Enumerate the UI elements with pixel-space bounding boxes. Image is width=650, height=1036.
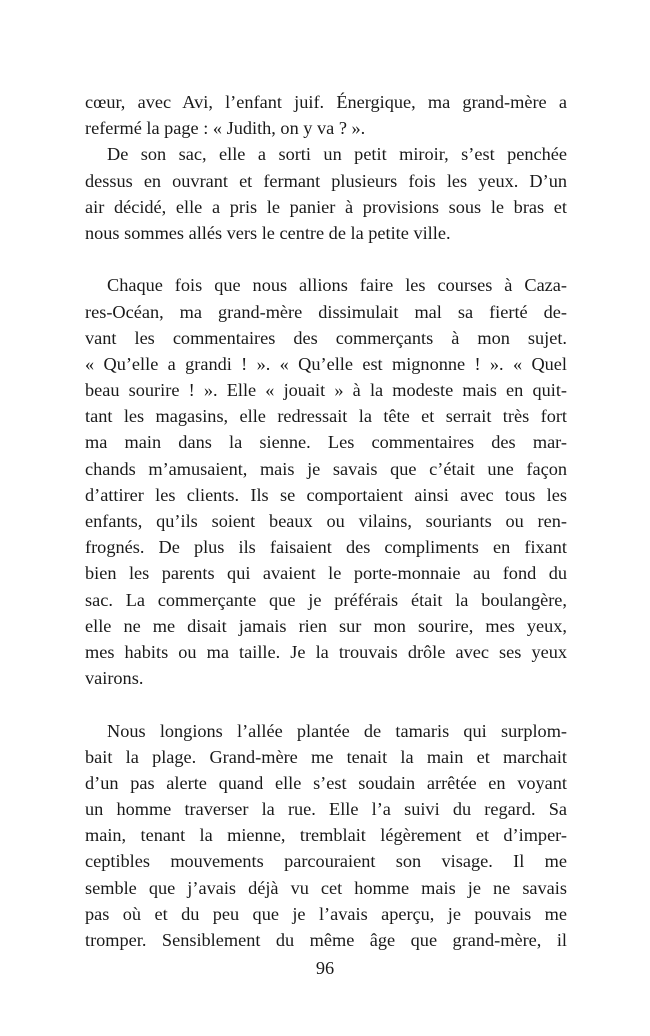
- text-line: Chaque fois que nous allions faire les courses à Caza-: [107, 275, 567, 296]
- text-line: semble que j’avais déjà vu cet homme mais je ne savais: [85, 877, 567, 898]
- text-line: bien les parents qui avaient le porte-monnaie au fond du: [85, 563, 567, 584]
- text-line: pas où et du peu que je l’avais aperçu, je pouvais me: [85, 903, 567, 924]
- text-line: cœur, avec Avi, l’enfant juif. Énergique, ma grand-mère a: [85, 92, 567, 112]
- paragraph: [85, 718, 567, 954]
- text-line: ceptibles mouvements parcouraient son visage. Il me: [85, 851, 567, 872]
- paragraph: [85, 89, 567, 141]
- text-line: De son sac, elle a sorti un petit miroir, s’est penchée: [107, 144, 567, 165]
- text-line: « Qu’elle a grandi ! ». « Qu’elle est mignonne ! ». « Quel: [85, 353, 567, 374]
- paragraph: [85, 272, 567, 691]
- text-line: ma main dans la sienne. Les commentaires des mar-: [85, 432, 567, 453]
- text-line: tant les magasins, elle redressait la tête et serrait très fort: [85, 406, 567, 427]
- text-line: res-Océan, ma grand-mère dissimulait mal sa fierté de-: [85, 301, 567, 322]
- paragraph-spacer: [85, 691, 567, 717]
- text-line: chands m’amusaient, mais je savais que c’était une façon: [85, 458, 567, 479]
- text-line: sac. La commerçante que je préférais était la boulangère,: [85, 589, 567, 610]
- text-line: elle ne me disait jamais rien sur mon sourire, mes yeux,: [85, 615, 567, 636]
- text-line: tromper. Sensiblement du même âge que grand-mère, il: [85, 930, 567, 950]
- paragraph-spacer: [85, 246, 567, 272]
- text-line: enfants, qu’ils soient beaux ou vilains, souriants ou ren-: [85, 511, 567, 531]
- text-line: frognés. De plus ils faisaient des compliments en fixant: [85, 537, 567, 558]
- text-line: main, tenant la mienne, tremblait légèrement et d’imper-: [85, 825, 567, 846]
- text-line: nous sommes allés vers le centre de la petite ville.: [85, 222, 451, 243]
- text-line: air décidé, elle a pris le panier à provisions sous le bras et: [85, 196, 567, 217]
- paragraph: [85, 141, 567, 246]
- text-line: beau sourire ! ». Elle « jouait » à la modeste mais en quit-: [85, 380, 567, 401]
- text-line: d’un pas alerte quand elle s’est soudain arrêtée en voyant: [85, 772, 567, 793]
- text-line: vairons.: [85, 668, 144, 689]
- text-line: vant les commentaires des commerçants à mon sujet.: [85, 327, 567, 348]
- page-number: 96: [315, 958, 335, 978]
- body-text: [85, 89, 567, 953]
- text-line: mes habits ou ma taille. Je la trouvais drôle avec ses yeux: [85, 641, 567, 662]
- text-line: dessus en ouvrant et fermant plusieurs fois les yeux. D’un: [85, 170, 567, 191]
- text-line: refermé la page : « Judith, on y va ? ».: [85, 118, 366, 139]
- text-line: d’attirer les clients. Ils se comportaient ainsi avec tous les: [85, 484, 567, 505]
- text-line: Nous longions l’allée plantée de tamaris qui surplom-: [107, 720, 567, 741]
- text-line: bait la plage. Grand-mère me tenait la main et marchait: [85, 746, 567, 767]
- text-line: un homme traverser la rue. Elle l’a suivi du regard. Sa: [85, 799, 567, 820]
